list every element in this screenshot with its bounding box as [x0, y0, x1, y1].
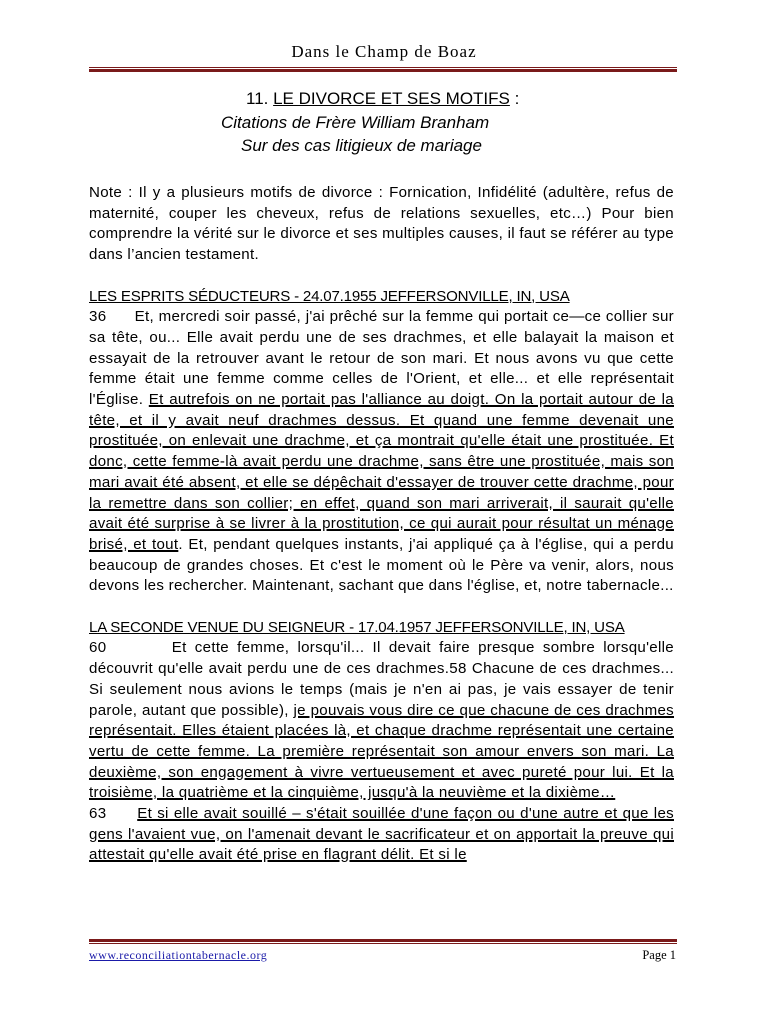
paragraph-60-underlined: je pouvais vous dire ce que chacune de ces drachmes représentait. Elles étaient placées là, et chaque drachme représentait une certaine vertu de cette femme. La première représentait son amour envers son mari. La deuxième, son engagement à vivre vertueusement et avec pureté pour lui. Et la troisième, la quatrième et la cinquième, jusqu'à la neuvième et la dixième…	[89, 701, 675, 802]
chapter-subtitle-2: Sur des cas litigieux de mariage	[241, 136, 482, 155]
footer-rule	[89, 939, 677, 944]
page-number: Page 1	[642, 948, 676, 962]
section-heading-2: LA SECONDE VENUE DU SEIGNEUR - 17.04.1957 JEFFERSONVILLE, IN, USA	[89, 618, 625, 636]
paragraph-36	[89, 307, 674, 597]
paragraph-60	[89, 638, 674, 804]
paragraph-60-text: Et cette femme, lorsqu'il... Il devait faire presque sombre lorsqu'elle découvrit qu'elle avait perdu une de ces drachmes.58 Chacune de ces drachmes... Si seulement nous avions le temps (mais je n'en ai pas, je vais essayer de tenir parole, autant que possible),	[89, 639, 674, 719]
paragraph-number-60: 60	[89, 639, 107, 657]
paragraph-63-underlined: Et si elle avait souillé – s'était souillée d'une façon ou d'une autre et que les gens l'avaient vue, on l'amenait devant le sacrificateur et on apportait la preuve qui attestait qu'elle avait été prise en flagrant délit. Et si le	[89, 805, 674, 864]
paragraph-63	[89, 804, 674, 866]
body-text	[89, 183, 674, 866]
paragraph-36-text: Et, mercredi soir passé, j'ai prêché sur la femme qui portait ce—ce collier sur sa tête, ou... Elle avait perdu une de ses drachmes, et elle balayait la maison et essayait de la retrouver avant le retour de son mari. Et nous avons vu que cette femme était une femme comme celles de l'Orient, et elle... et elle représentait l'Église.	[89, 308, 674, 409]
note-paragraph: Note : Il y a plusieurs motifs de divorce : Fornication, Infidélité (adultère, refus de maternité, couper les cheveux, refus de relations sexuelles, etc…) Pour bien comprendre la vérité sur le divorce et ses multiples causes, il faut se référer au type dans l’ancien testament.	[89, 184, 674, 264]
header-rule	[89, 67, 677, 72]
chapter-title-text: LE DIVORCE ET SES MOTIFS	[273, 89, 510, 108]
running-header: Dans le Champ de Boaz	[291, 42, 477, 61]
chapter-title	[246, 89, 519, 109]
paragraph-number-36: 36	[89, 308, 107, 326]
website-link[interactable]: www.reconciliationtabernacle.org	[89, 948, 268, 962]
paragraph-36-underlined: Et autrefois on ne portait pas l'alliance au doigt. On la portait autour de la tête, et il y avait neuf drachmes dessus. Et quand une femme devenait une prostituée, on enlevait une drachme, et ça montrait qu'elle était une prostituée. Et donc, cette femme-là avait perdu une drachme, sans être une prostituée, mais son mari avait été absent, et elle se dépêchait d'essayer de trouver cette drachme, pour la remettre dans son collier; en effet, quand son mari arriverait, il saurait qu'elle avait été surprise à se livrer à la prostitution, ce qui aurait pour résultat un ménage brisé, et tout	[89, 391, 674, 553]
chapter-number: 11.	[246, 89, 274, 108]
chapter-subtitle-1: Citations de Frère William Branham	[221, 113, 490, 132]
chapter-title-colon: :	[509, 89, 520, 108]
paragraph-number-63: 63	[89, 805, 107, 823]
paragraph-36-text-end: . Et, pendant quelques instants, j'ai appliqué ça à l'église, qui a perdu beaucoup de grandes choses. Et c'est le moment où le Père va venir, alors, nous devons les rechercher. Maintenant, sachant que dans l'église, et, notre tabernacle...	[89, 535, 674, 595]
section-heading-1: LES ESPRITS SÉDUCTEURS - 24.07.1955 JEFFERSONVILLE, IN, USA	[89, 287, 570, 305]
